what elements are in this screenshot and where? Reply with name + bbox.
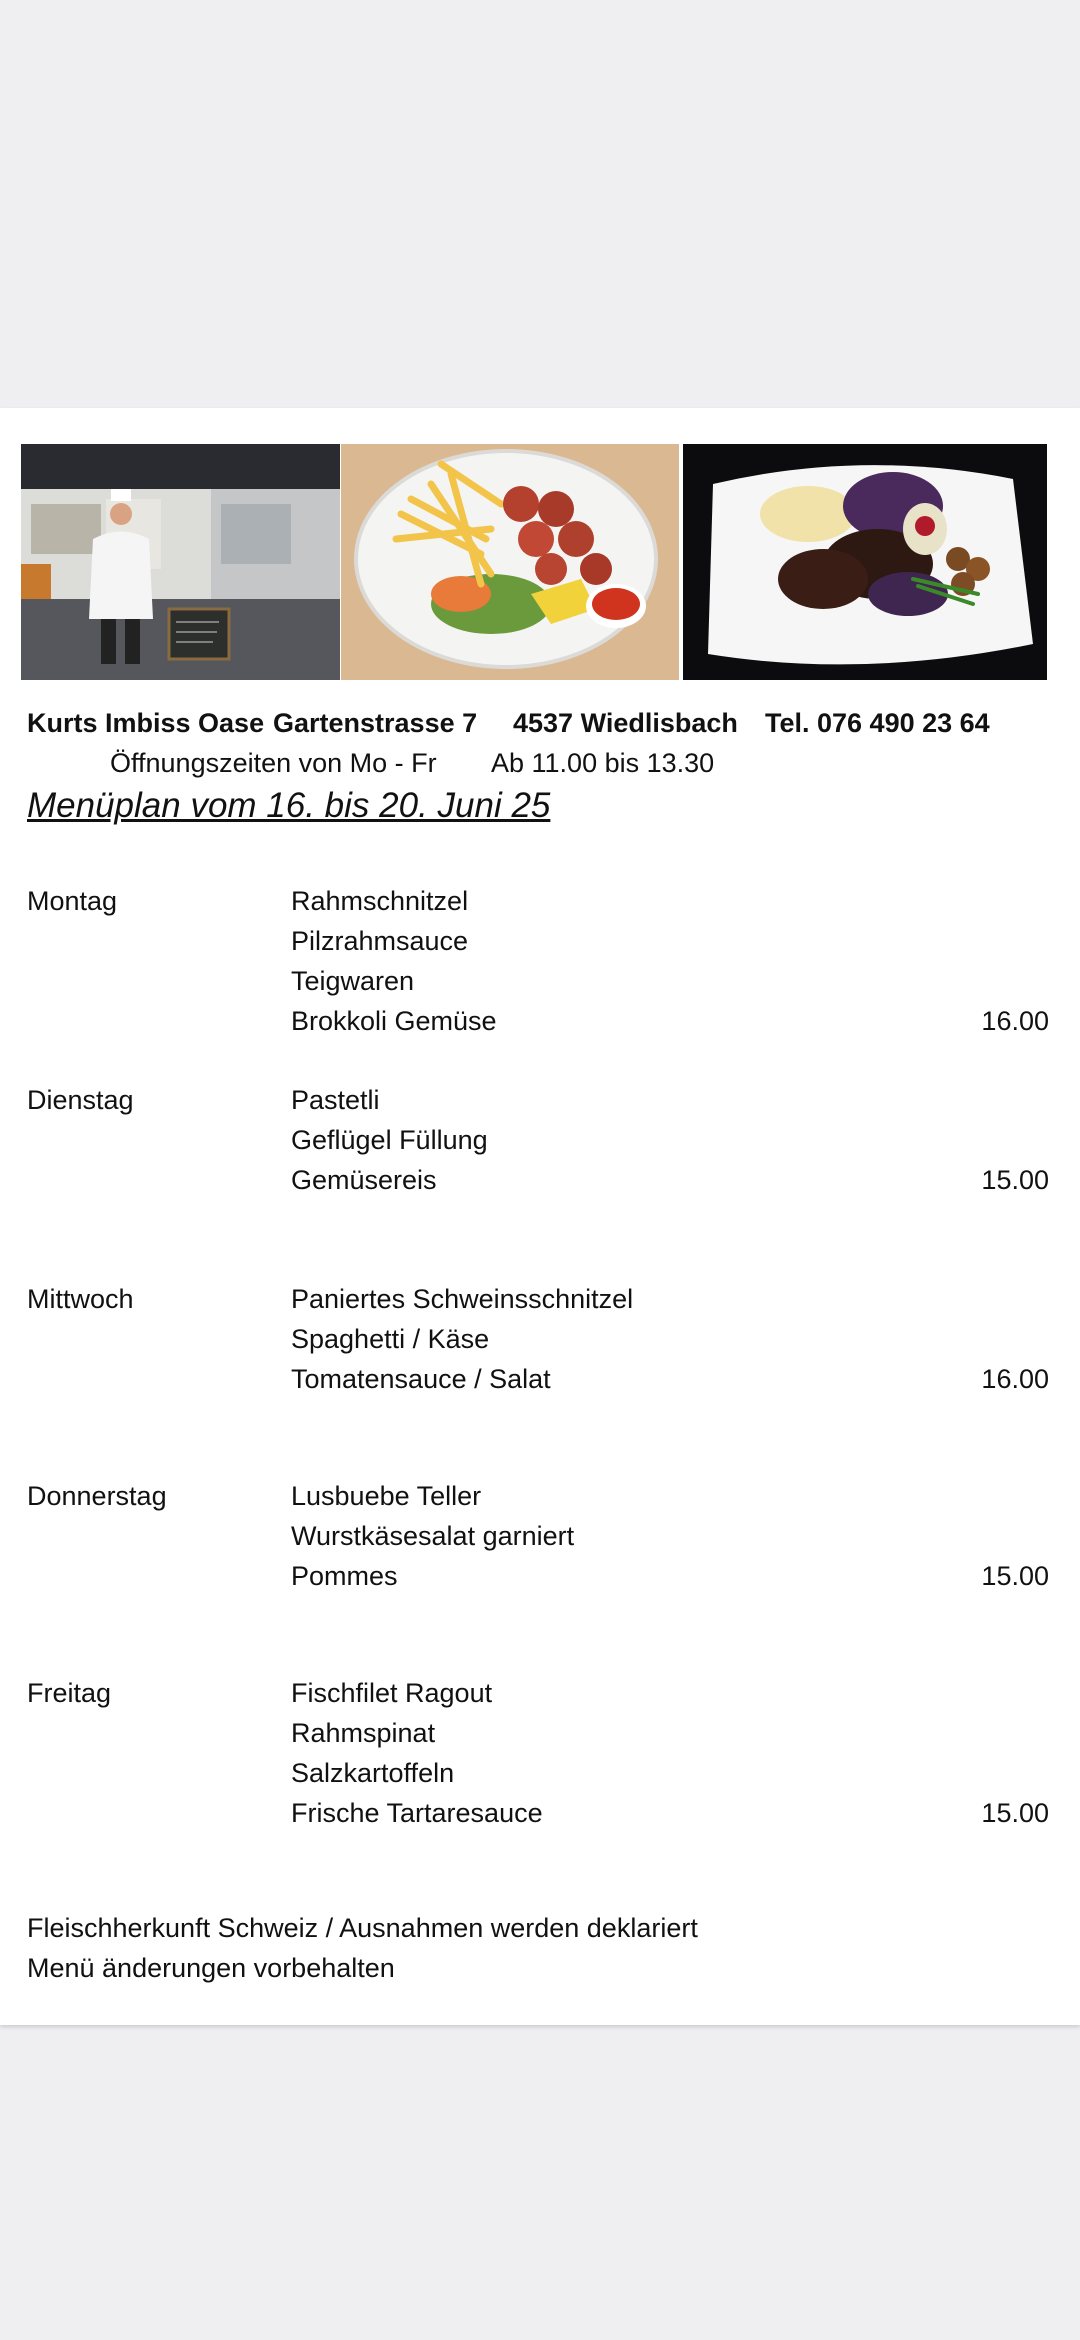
dish-item: Frische Tartaresauce <box>291 1798 543 1828</box>
price: 15.00 <box>981 1798 1049 1828</box>
dish-item: Rahmspinat <box>291 1718 436 1748</box>
dish-item: Wurstkäsesalat garniert <box>291 1521 575 1551</box>
opening-hours-time: Ab 11.00 bis 13.30 <box>491 748 715 778</box>
price: 16.00 <box>981 1006 1049 1036</box>
opening-hours-label: Öffnungszeiten von Mo - Fr <box>110 748 437 778</box>
price: 15.00 <box>981 1165 1049 1195</box>
dish-item: Gemüsereis <box>291 1165 437 1195</box>
meat-origin-note: Fleischherkunft Schweiz / Ausnahmen werden deklariert <box>27 1913 698 1943</box>
chef-food-truck-photo <box>21 444 340 680</box>
city: 4537 Wiedlisbach <box>513 708 738 738</box>
day-label: Donnerstag <box>27 1481 167 1511</box>
fries-plate-photo <box>341 444 679 680</box>
dish-item: Lusbuebe Teller <box>291 1481 482 1511</box>
dish-item: Geflügel Füllung <box>291 1125 488 1155</box>
dish-item: Salzkartoffeln <box>291 1758 455 1788</box>
dish-item: Pommes <box>291 1561 398 1591</box>
dish-item: Rahmschnitzel <box>291 886 469 916</box>
business-name: Kurts Imbiss Oase <box>27 708 265 738</box>
dish-item: Teigwaren <box>291 966 415 996</box>
dish-item: Fischfilet Ragout <box>291 1678 493 1708</box>
price: 15.00 <box>981 1561 1049 1591</box>
day-label: Mittwoch <box>27 1284 134 1314</box>
dish-item: Pastetli <box>291 1085 380 1115</box>
dish-item: Pilzrahmsauce <box>291 926 469 956</box>
street-address: Gartenstrasse 7 <box>273 708 478 738</box>
dish-item: Tomatensauce / Salat <box>291 1364 551 1394</box>
menu-change-note: Menü änderungen vorbehalten <box>27 1953 395 1983</box>
menu-document <box>0 408 1080 2025</box>
menu-title: Menüplan vom 16. bis 20. Juni 25 <box>27 786 551 825</box>
price: 16.00 <box>981 1364 1049 1394</box>
day-label: Freitag <box>27 1678 112 1708</box>
phone-number: Tel. 076 490 23 64 <box>765 708 990 738</box>
dish-item: Spaghetti / Käse <box>291 1324 490 1354</box>
day-label: Dienstag <box>27 1085 134 1115</box>
dish-item: Paniertes Schweinsschnitzel <box>291 1284 634 1314</box>
dish-item: Brokkoli Gemüse <box>291 1006 497 1036</box>
roast-plate-photo <box>683 444 1047 680</box>
day-label: Montag <box>27 886 118 916</box>
